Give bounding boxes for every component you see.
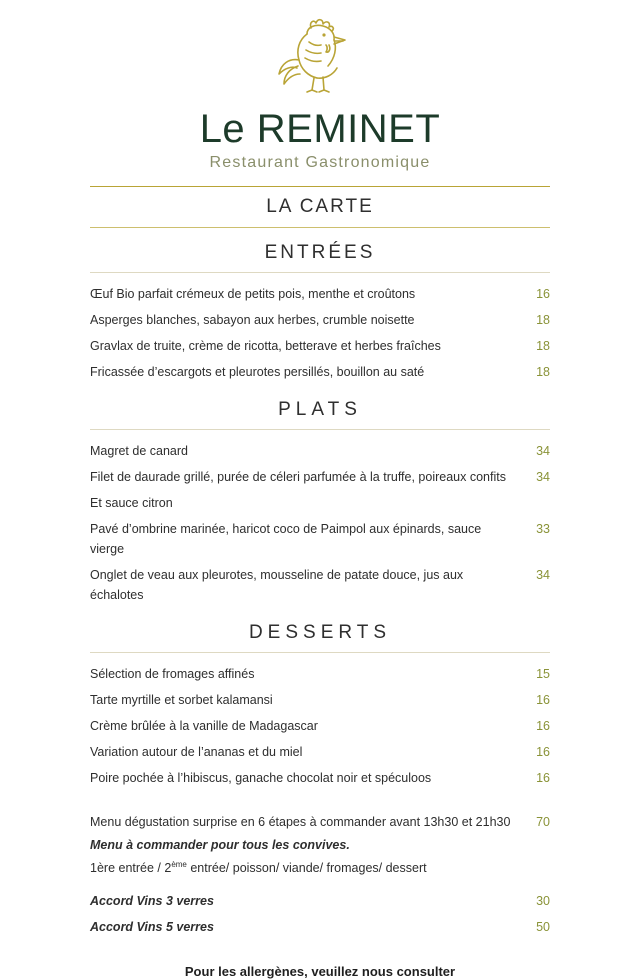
spacer xyxy=(90,791,550,809)
item-name: Asperges blanches, sabayon aux herbes, crumble noisette xyxy=(90,313,415,327)
brand xyxy=(90,108,550,172)
menu-item xyxy=(90,438,550,464)
wine-pairing-list xyxy=(90,888,550,940)
item-price: 16 xyxy=(536,287,550,301)
tasting-menu-courses xyxy=(90,855,550,878)
rooster-icon xyxy=(265,14,375,102)
section-title: ENTRÉES xyxy=(264,242,376,263)
menu-item xyxy=(90,516,550,562)
section-entrees xyxy=(90,242,550,385)
wine-pairing-price: 50 xyxy=(536,920,550,935)
divider-under-title xyxy=(90,227,550,228)
tasting-menu-block xyxy=(90,809,550,878)
brand-subtitle: Restaurant Gastronomique xyxy=(209,154,431,171)
wine-pairing-item xyxy=(90,888,550,914)
tasting-menu-price: 70 xyxy=(536,815,550,829)
item-price: 16 xyxy=(536,719,550,733)
section-plats xyxy=(90,399,550,608)
page-title: LA CARTE xyxy=(266,196,374,217)
wine-pairing-name: Accord Vins 3 verres xyxy=(90,894,214,909)
item-price: 33 xyxy=(536,522,550,536)
courses-prefix: 1ère entrée / 2 xyxy=(90,861,172,876)
section-title: PLATS xyxy=(278,399,362,420)
item-price: 18 xyxy=(536,313,550,327)
item-list xyxy=(90,661,550,791)
item-price: 34 xyxy=(536,444,550,458)
item-name: Filet de daurade grillé, purée de céleri parfumée à la truffe, poireaux confits xyxy=(90,470,506,484)
item-list xyxy=(90,438,550,608)
menu-item xyxy=(90,307,550,333)
section-divider xyxy=(90,272,550,273)
item-name: Œuf Bio parfait crémeux de petits pois, menthe et croûtons xyxy=(90,287,416,301)
item-price: 18 xyxy=(536,339,550,353)
logo-container xyxy=(90,0,550,102)
menu-item xyxy=(90,464,550,490)
section-title: DESSERTS xyxy=(248,622,392,643)
spacer xyxy=(90,878,550,888)
menu-item xyxy=(90,661,550,687)
item-name: Poire pochée à l’hibiscus, ganache chocolat noir et spéculoos xyxy=(90,771,432,785)
menu-item xyxy=(90,333,550,359)
item-price: 18 xyxy=(536,365,550,379)
item-price: 16 xyxy=(536,771,550,785)
menu-item xyxy=(90,713,550,739)
item-name: Tarte myrtille et sorbet kalamansi xyxy=(90,693,273,707)
courses-sup: ème xyxy=(171,860,187,869)
wine-pairing-item xyxy=(90,914,550,940)
item-list xyxy=(90,281,550,385)
section-divider xyxy=(90,429,550,430)
item-price: 15 xyxy=(536,667,550,681)
courses-suffix: entrée/ poisson/ viande/ fromages/ dessert xyxy=(186,861,427,876)
menu-item-continuation xyxy=(90,490,550,516)
item-name: Fricassée d’escargots et pleurotes persillés, bouillon au saté xyxy=(90,365,425,379)
item-price: 16 xyxy=(536,693,550,707)
item-name: Sélection de fromages affinés xyxy=(90,667,255,681)
section-desserts xyxy=(90,622,550,791)
item-name: Onglet de veau aux pleurotes, mousseline de patate douce, jus aux échalotes xyxy=(90,568,464,602)
tasting-menu-condition: Menu à commander pour tous les convives. xyxy=(90,838,350,852)
item-name: Variation autour de l’ananas et du miel xyxy=(90,745,303,759)
item-name: Magret de canard xyxy=(90,444,188,458)
item-name: Pavé d’ombrine marinée, haricot coco de Paimpol aux épinards, sauce vierge xyxy=(90,522,482,556)
wine-pairing-name: Accord Vins 5 verres xyxy=(90,920,214,935)
menu-item xyxy=(90,765,550,791)
brand-name: Le REMINET xyxy=(199,107,441,151)
menu-item xyxy=(90,281,550,307)
menu-item xyxy=(90,687,550,713)
item-price: 34 xyxy=(536,568,550,582)
wine-pairing-price: 30 xyxy=(536,894,550,909)
item-name: Et sauce citron xyxy=(90,496,173,510)
item-name: Gravlax de truite, crème de ricotta, betterave et herbes fraîches xyxy=(90,339,441,353)
tasting-menu-description: Menu dégustation surprise en 6 étapes à commander avant 13h30 et 21h30 xyxy=(90,815,511,829)
section-divider xyxy=(90,652,550,653)
tasting-menu-row xyxy=(90,809,550,835)
menu-item xyxy=(90,359,550,385)
allergen-note: Pour les allergènes, veuillez nous consulter xyxy=(184,964,456,979)
item-price: 16 xyxy=(536,745,550,759)
menu-item xyxy=(90,562,550,608)
menu-item xyxy=(90,739,550,765)
item-price: 34 xyxy=(536,470,550,484)
item-name: Crème brûlée à la vanille de Madagascar xyxy=(90,719,318,733)
